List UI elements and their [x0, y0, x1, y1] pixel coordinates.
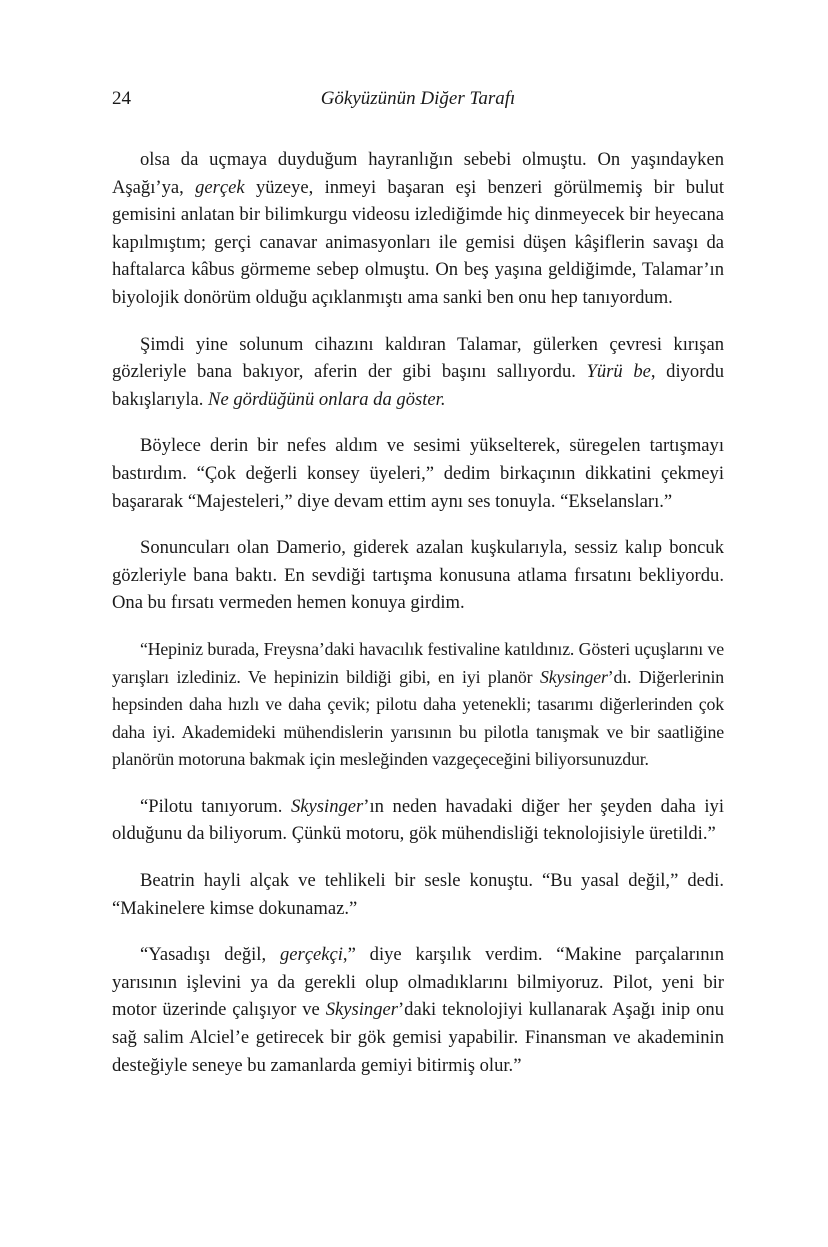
text-run: ,” diye karşılık verdim. “Makine parçalarının yarısının işlevini ya da gerekli olup olmadıklarını bilmiyoruz. Pilot, yeni bir motor üzerinde çalışıyor ve: [112, 944, 724, 1021]
paragraph: [112, 941, 724, 1079]
paragraph: [112, 146, 724, 312]
italic-run: gerçekçi: [279, 944, 343, 966]
text-run: Böylece derin bir nefes aldım ve sesimi yükselterek, süregelen tartışmayı bastırdım. “Çok değerli konsey üyeleri,” dedim birkaçının dikkatini çekmeyi başararak “Majesteleri,” diye devam ettim aynı ses tonuyla. “Ekselansları.”: [112, 435, 724, 512]
paragraph: [112, 867, 724, 922]
running-title: Gökyüzünün Diğer Tarafı: [320, 88, 516, 109]
text-run: ’daki teknolojiyi kullanarak Aşağı inip onu sağ salim Alciel’e getirecek bir gök gemisi yapabilir. Finansman ve akademinin desteğiyle seneye bu zamanlarda gemiyi bitirmiş olur.”: [112, 999, 724, 1076]
text-run: Sonuncuları olan Damerio, giderek azalan kuşkularıyla, sessiz kalıp boncuk gözleriyle bana baktı. En sevdiği tartışma konusuna atlama fırsatını bekliyordu. Ona bu fırsatı vermeden hemen konuya girdim.: [112, 537, 724, 614]
text-run: olsa da uçmaya duyduğum hayranlığın sebebi olmuştu. On yaşındayken Aşağı’ya,: [112, 149, 724, 198]
italic-run: Skysinger: [539, 666, 608, 687]
page-header: [112, 88, 724, 114]
italic-run: Yürü be: [586, 361, 651, 383]
text-run: , diyordu bakışlarıyla.: [112, 361, 725, 410]
text-run: “Hepiniz burada, Freysna’daki havacılık festivaline katıldınız. Gösteri uçuşlarını ve yarışları izlediniz. Ve hepinizin bildiği gibi, en iyi planör: [112, 638, 724, 687]
italic-run: gerçek: [195, 176, 245, 198]
italic-run: Ne gördüğünü onlara da göster.: [208, 388, 446, 410]
paragraph: [112, 793, 724, 848]
text-run: Şimdi yine solunum cihazını kaldıran Talamar, gülerken çevresi kırışan gözleriyle bana bakıyor, aferin der gibi başını sallıyordu.: [112, 333, 724, 383]
italic-run: Skysinger: [325, 999, 398, 1021]
italic-run: Skysinger: [290, 795, 364, 817]
body-text: [112, 146, 724, 1098]
page-number: 24: [112, 88, 131, 109]
text-run: “Yasadışı değil,: [140, 944, 280, 966]
text-run: yüzeye, inmeyi başaran eşi benzeri görülmemiş bir bulut gemisini anlatan bir bilimkurgu videosu izlediğimde hiç dinmeyecek bir heyecana kapılmıştım; gerçi canavar animasyonları ile gemisi düşen kâşiflerin savaşı da haftalarca kâbus görmeme sebep olmuştu. On beş yaşına geldiğimde, Talamar’ın biyolojik donörüm olduğu açıklanmıştı ama sanki ben onu hep tanıyordum.: [112, 176, 724, 308]
text-run: ’dı. Diğerlerinin hepsinden daha hızlı ve daha çevik; pilotu daha yetenekli; tasarımı diğerlerinden çok daha iyi. Akademideki mühendislerin yarısının bu pilotla tanışmak ve bir saatliğine planörün motoruna bakmak için mesleğinden vazgeçeceğini biliyorsunuzdur.: [112, 666, 724, 770]
text-run: Beatrin hayli alçak ve tehlikeli bir sesle konuştu. “Bu yasal değil,” dedi. “Makinelere kimse dokunamaz.”: [112, 870, 724, 919]
paragraph: [112, 432, 724, 515]
paragraph: [112, 331, 724, 414]
text-run: ’ın neden havadaki diğer her şeyden daha iyi olduğunu da biliyorum. Çünkü motoru, gök mühendisliği teknolojisiyle üretildi.”: [112, 795, 724, 845]
paragraph: [112, 636, 724, 774]
paragraph: [112, 534, 724, 617]
text-run: “Pilotu tanıyorum.: [140, 795, 291, 817]
